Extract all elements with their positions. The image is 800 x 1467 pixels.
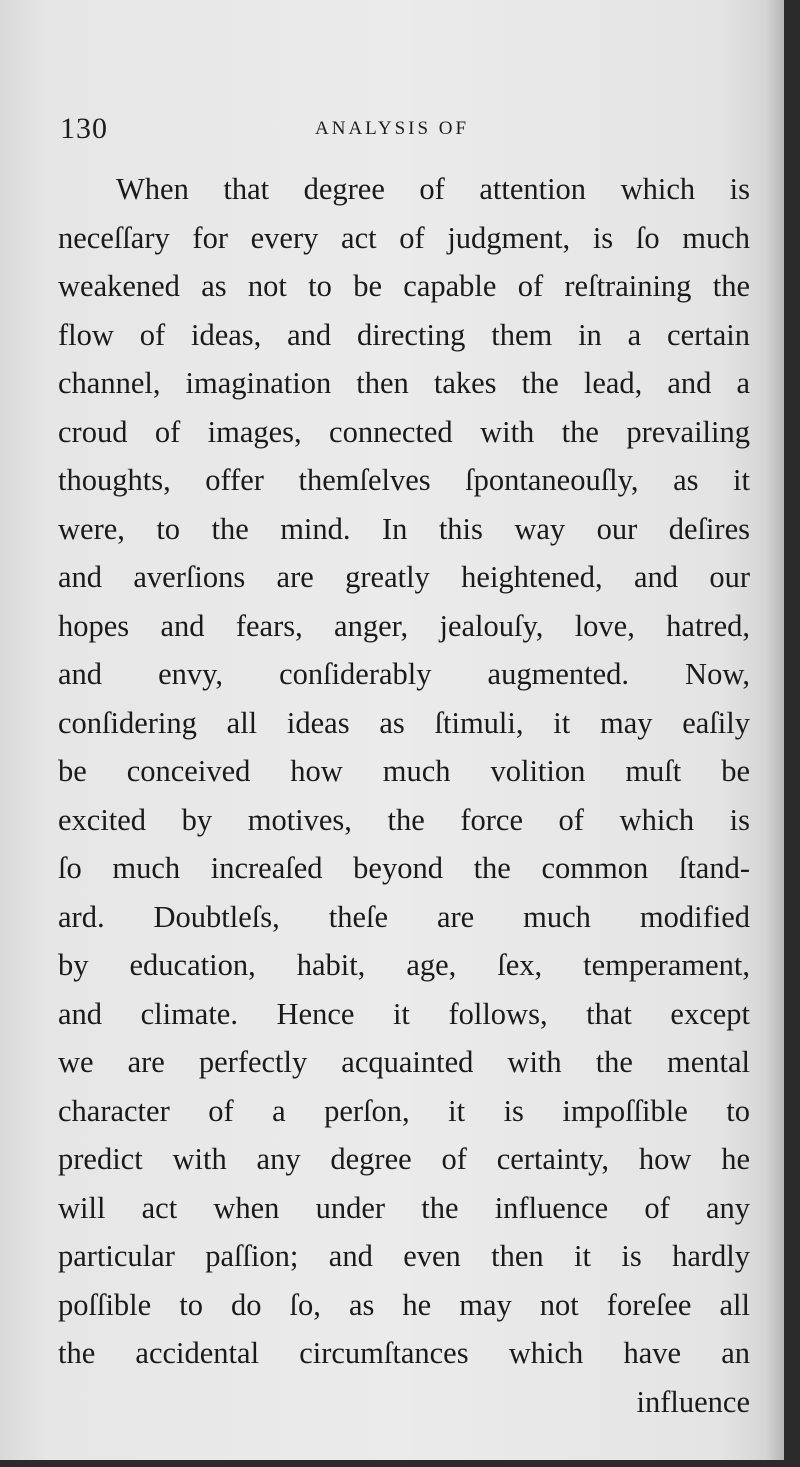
text-line: ſo much increaſed beyond the common ſtand- bbox=[58, 851, 750, 885]
text-line: excited by motives, the force of which is bbox=[58, 802, 750, 837]
text-line: thoughts, offer themſelves ſpontaneouſly, as it bbox=[58, 463, 750, 497]
text-line: the accidental circumſtances which have an bbox=[58, 1336, 750, 1370]
page-edge-shadow bbox=[766, 0, 784, 1460]
text-line: were, to the mind. In this way our deſires bbox=[58, 511, 750, 546]
text-line: neceſſary for every act of judgment, is ſo much bbox=[58, 220, 750, 255]
text-line: particular paſſion; and even then it is hardly bbox=[58, 1239, 750, 1273]
text-line: and averſions are greatly heightened, and our bbox=[58, 560, 750, 594]
text-line: and envy, conſiderably augmented. Now, bbox=[58, 657, 750, 691]
text-line: When that degree of attention which is bbox=[116, 172, 750, 206]
text-line: be conceived how much volition muſt be bbox=[58, 754, 750, 788]
catchword: influence bbox=[636, 1384, 750, 1419]
text-line: flow of ideas, and directing them in a certain bbox=[58, 317, 750, 352]
running-head: ANALYSIS OF bbox=[315, 118, 470, 139]
text-line: channel, imagination then takes the lead, and a bbox=[58, 366, 750, 400]
text-line: ard. Doubtleſs, theſe are much modified bbox=[58, 899, 750, 934]
text-line: we are perfectly acquainted with the mental bbox=[58, 1045, 750, 1079]
text-line: conſidering all ideas as ſtimuli, it may eaſily bbox=[58, 705, 750, 740]
text-line: predict with any degree of certainty, how he bbox=[58, 1142, 750, 1176]
page-header bbox=[60, 112, 750, 152]
body-text bbox=[58, 165, 750, 1426]
text-line: hopes and fears, anger, jealouſy, love, hatred, bbox=[58, 608, 750, 643]
text-line: croud of images, connected with the prevailing bbox=[58, 414, 750, 449]
text-line: character of a perſon, it is impoſſible to bbox=[58, 1093, 750, 1128]
text-line: will act when under the influence of any bbox=[58, 1190, 750, 1225]
page-number: 130 bbox=[60, 112, 108, 145]
text-line: weakened as not to be capable of reſtraining the bbox=[58, 269, 750, 303]
text-line: poſſible to do ſo, as he may not foreſee all bbox=[58, 1287, 750, 1322]
text-line: and climate. Hence it follows, that except bbox=[58, 996, 750, 1031]
text-line: by education, habit, age, ſex, temperament, bbox=[58, 948, 750, 982]
